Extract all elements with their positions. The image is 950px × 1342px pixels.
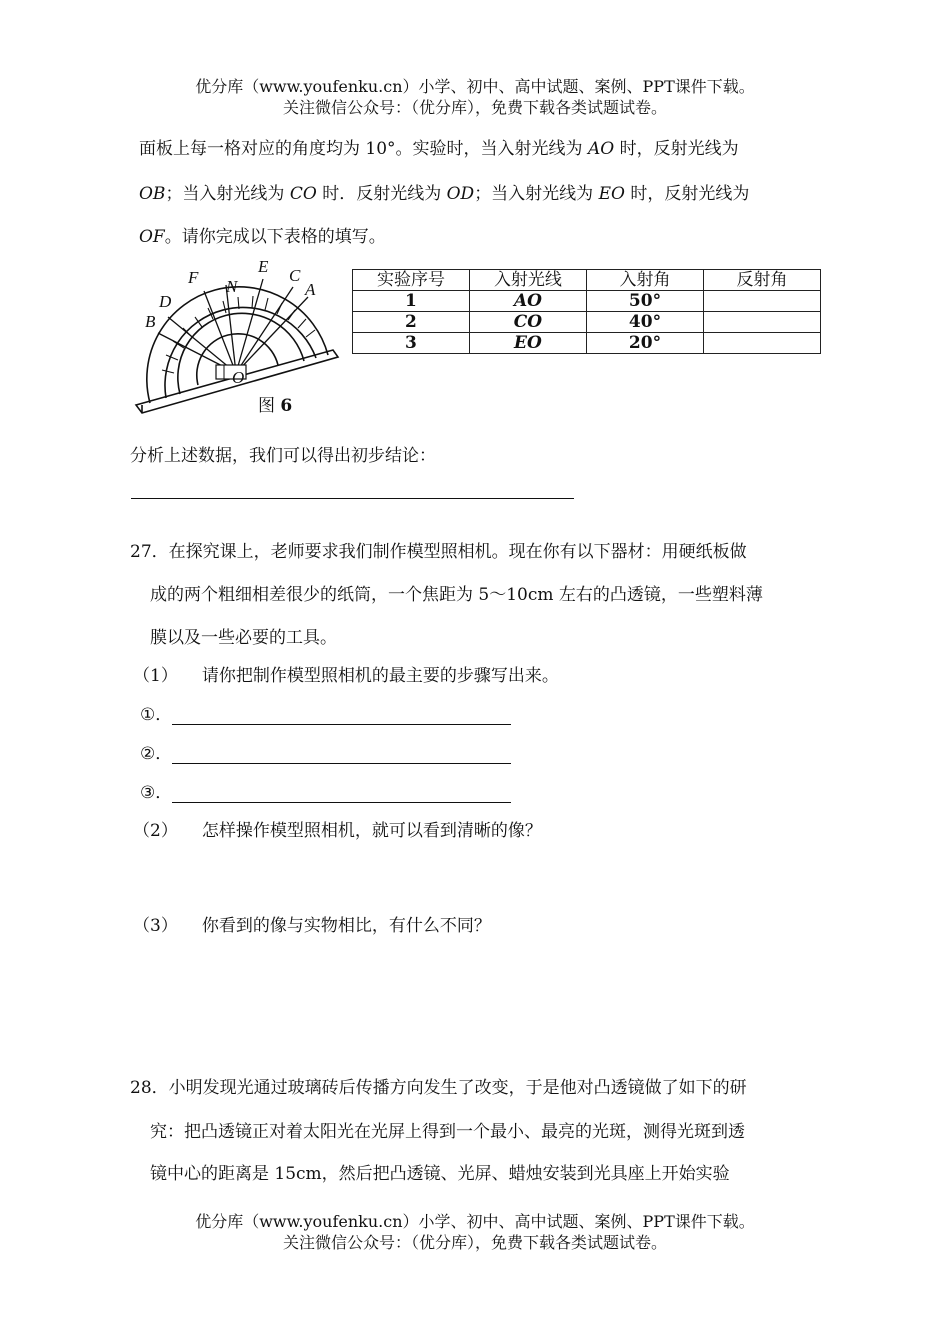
label-a: A	[305, 280, 316, 299]
q28-line-2: 究：把凸透镜正对着太阳光在光屏上得到一个最小、最亮的光斑，测得光斑到透	[150, 1122, 745, 1142]
table-cell: CO	[469, 312, 586, 333]
label-o: O	[232, 368, 245, 387]
q26-text: ；当入射光线为	[165, 184, 290, 204]
table-cell: AO	[469, 291, 586, 312]
label-b: B	[145, 312, 156, 331]
table-cell: 1	[353, 291, 470, 312]
table-cell: 2	[353, 312, 470, 333]
q27-line-3: 膜以及一些必要的工具。	[150, 628, 337, 648]
q27-sub2-text: 怎样操作模型照相机，就可以看到清晰的像？	[201, 821, 542, 841]
ray-od: OD	[446, 184, 475, 204]
q27-step-2	[140, 739, 511, 764]
figure-caption-prefix: 图	[258, 396, 281, 416]
table-header-row	[353, 270, 821, 291]
q26-text: 。请你完成以下表格的填写。	[164, 227, 386, 247]
q27-sub2	[133, 816, 542, 841]
analysis-answer-blank[interactable]	[131, 480, 574, 499]
header-line-1: 优分库（www.youfenku.cn）小学、初中、高中试题、案例、PPT课件下载。	[195, 77, 755, 96]
table-header-cell: 实验序号	[353, 270, 470, 291]
table-cell-answer[interactable]	[704, 291, 821, 312]
table-header-cell: 入射光线	[469, 270, 586, 291]
q27-sub1	[133, 661, 559, 686]
step-marker: ②．	[140, 744, 173, 764]
q26-text: 面板上每一格对应的角度均为 10°。实验时，当入射光线为	[139, 139, 588, 159]
q26-text: ；当入射光线为	[474, 184, 599, 204]
reflection-apparatus-figure	[128, 255, 343, 420]
experiment-table	[352, 269, 821, 354]
q26-paragraph-line-1	[139, 134, 739, 159]
table-cell: EO	[469, 333, 586, 354]
q27-sub3-text: 你看到的像与实物相比，有什么不同？	[201, 916, 491, 936]
q27-sub1-number: （1）	[133, 666, 178, 686]
step-1-answer-blank[interactable]	[172, 706, 511, 725]
label-f: F	[188, 268, 199, 287]
label-e: E	[258, 257, 269, 276]
footer-line-2: 关注微信公众号：（优分库），免费下载各类试题试卷。	[282, 1233, 667, 1252]
q27-sub1-text: 请你把制作模型照相机的最主要的步骤写出来。	[201, 666, 559, 686]
q28-line-1: 28．小明发现光通过玻璃砖后传播方向发生了改变，于是他对凸透镜做了如下的研	[130, 1078, 747, 1098]
q28-line-3: 镜中心的距离是 15cm，然后把凸透镜、光屏、蜡烛安装到光具座上开始实验	[150, 1164, 730, 1184]
q27-sub3-number: （3）	[133, 916, 178, 936]
q26-text: 时．反射光线为	[316, 184, 447, 204]
table-row	[353, 291, 821, 312]
step-2-answer-blank[interactable]	[172, 745, 511, 764]
table-cell: 50°	[586, 291, 703, 312]
q27-step-3	[140, 778, 511, 803]
ray-of: OF	[139, 227, 165, 247]
ray-eo: EO	[598, 184, 625, 204]
figure-caption	[258, 391, 292, 416]
q27-line-1: 27．在探究课上，老师要求我们制作模型照相机。现在你有以下器材：用硬纸板做	[130, 542, 747, 562]
ray-ao: AO	[587, 139, 615, 159]
q27-step-1	[140, 700, 511, 725]
label-d: D	[159, 292, 172, 311]
header-line-2: 关注微信公众号：（优分库），免费下载各类试题试卷。	[282, 98, 667, 117]
table-cell-answer[interactable]	[704, 312, 821, 333]
label-n: N	[226, 277, 238, 296]
q27-sub3	[133, 911, 491, 936]
step-marker: ③．	[140, 783, 173, 803]
q26-paragraph-line-2	[139, 179, 749, 204]
q26-text: 时，反射光线为	[624, 184, 750, 204]
table-cell: 20°	[586, 333, 703, 354]
table-cell-answer[interactable]	[704, 333, 821, 354]
table-cell: 40°	[586, 312, 703, 333]
ray-ob: OB	[139, 184, 166, 204]
ray-co: CO	[289, 184, 317, 204]
step-3-answer-blank[interactable]	[172, 784, 511, 803]
footer-line-1: 优分库（www.youfenku.cn）小学、初中、高中试题、案例、PPT课件下载。	[195, 1212, 755, 1231]
q27-sub2-number: （2）	[133, 821, 178, 841]
figure-caption-number: 6	[280, 396, 293, 416]
table-header-cell: 入射角	[586, 270, 703, 291]
q26-paragraph-line-3	[139, 222, 386, 247]
table-cell: 3	[353, 333, 470, 354]
analysis-prompt: 分析上述数据，我们可以得出初步结论：	[130, 446, 436, 466]
label-c: C	[289, 266, 301, 285]
q26-text: 时，反射光线为	[614, 139, 739, 159]
step-marker: ①．	[140, 705, 173, 725]
table-row	[353, 333, 821, 354]
q27-line-2: 成的两个粗细相差很少的纸筒，一个焦距为 5～10cm 左右的凸透镜，一些塑料薄	[150, 585, 763, 605]
table-row	[353, 312, 821, 333]
table-header-cell: 反射角	[704, 270, 821, 291]
